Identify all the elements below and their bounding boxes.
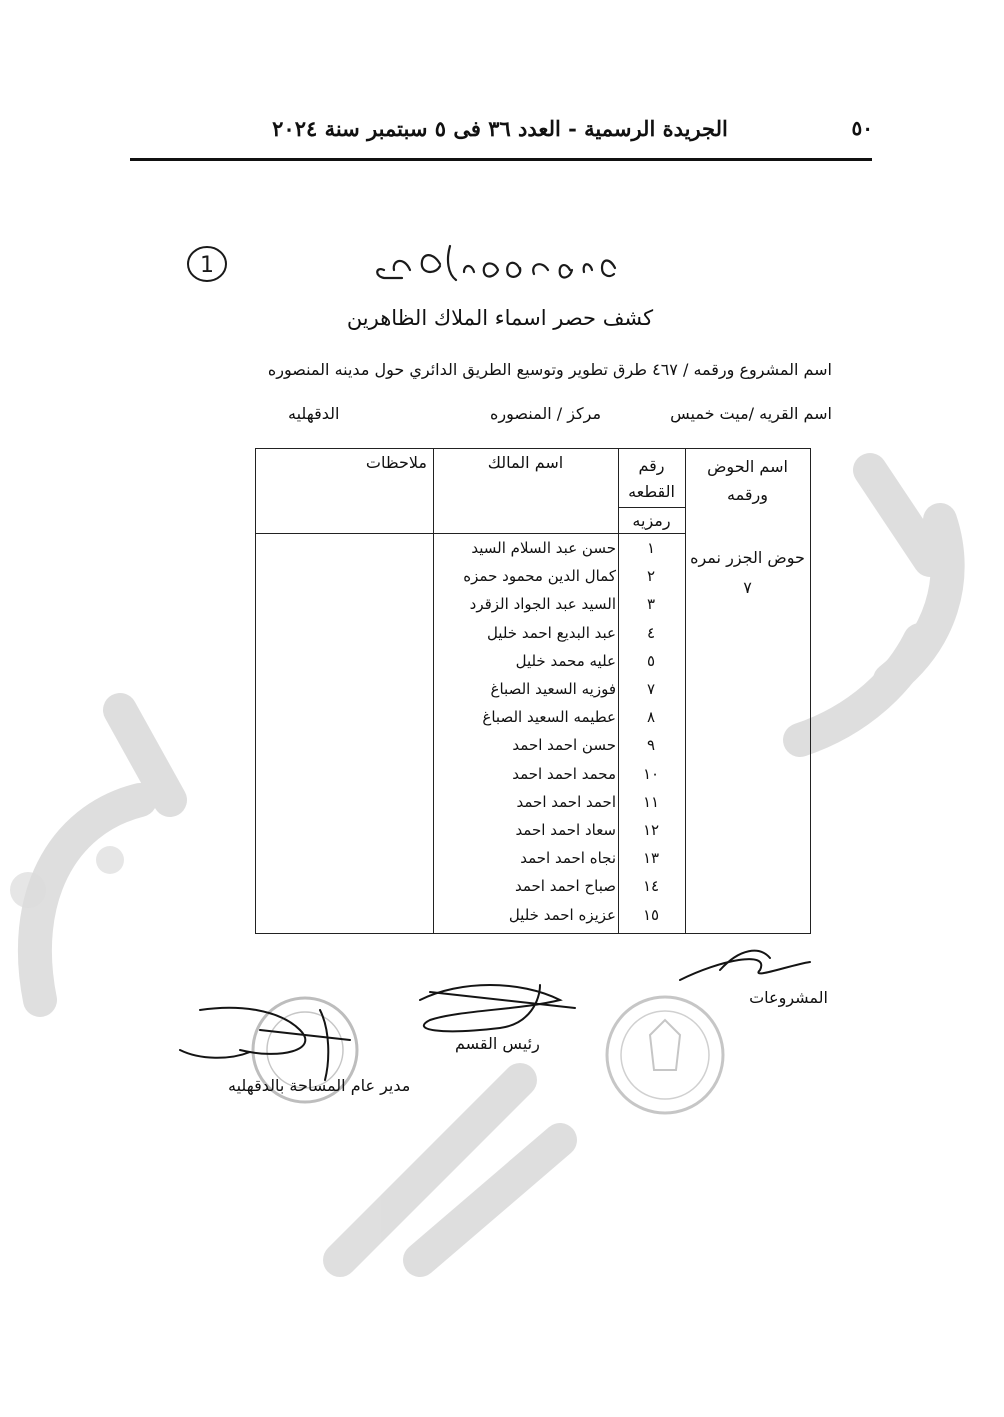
signature-projects-scribble [680,959,810,980]
plot-number-cell: ١١ [642,792,660,811]
circle-mark-icon [185,242,229,286]
owner-name-cell: عليه محمد خليل [515,651,616,670]
table-subheader-divider [618,507,685,508]
owner-name-cell: محمد احمد احمد [512,764,616,783]
basin-value: حوض الجزر نمره ٧ [690,548,805,597]
project-line: اسم المشروع ورقمه / ٤٦٧ طرق تطوير وتوسيع الطريق الدائري حول مدينه المنصوره [267,360,832,379]
table-header-divider [256,533,685,534]
page-number: ٥٠ [851,116,873,140]
owner-name-cell: حسن عبد السلام السيد [471,539,616,557]
owner-name-cell: السيد عبد الجواد الزقرد [469,595,616,614]
plot-number-cell: ٧ [646,680,656,698]
owner-name-cell: كمال الدين محمود حمزه [463,567,616,586]
plot-number-cell: ١٠ [642,764,660,783]
plot-number-cell: ١ [646,539,656,557]
markaz-label: مركز / المنصوره [490,404,602,423]
header-plot-number: رقم القطعه [628,456,675,501]
header-basin: اسم الحوض ورقمه [707,457,788,504]
owner-name-cell: صباح احمد احمد [514,877,616,896]
plot-number-cell: ٥ [646,651,656,670]
owner-name-cell: عزيزه احمد خليل [508,905,616,924]
document-title: كشف حصر اسماء الملاك الظاهرين [346,306,654,330]
signature-section-head-scribble [420,985,560,1031]
handwritten-reference-scribble [370,240,630,288]
signature-label-section-head: رئيس القسم [455,1034,540,1053]
owner-name-cell: نجاه احمد احمد [520,849,616,868]
signature-label-director: مدير عام المساحة بالدقهليه [228,1076,411,1095]
circled-number [185,242,229,286]
owners-table [255,448,811,934]
owner-name-cell: فوزيه السعيد الصباغ [490,680,616,698]
table-column-divider [433,449,434,933]
header-plot-code: رمزيه [632,511,671,530]
plot-number-cell: ٣ [646,595,656,614]
owner-name-cell: احمد احمد احمد [516,792,616,811]
plot-number-cell: ٨ [646,708,656,727]
plot-number-cell: ٤ [646,623,656,642]
header-notes: ملاحظات [365,453,427,472]
plot-number-cell: ١٥ [642,905,660,924]
owner-name-cell: عطيمه السعيد الصباغ [482,708,616,727]
signature-label-projects: المشروعات [749,988,828,1007]
plot-number-cell: ٩ [646,736,656,755]
plot-number-cell: ١٢ [642,821,660,839]
gazette-header [130,112,872,161]
owner-name-cell: عبد البديع احمد خليل [486,623,616,642]
official-stamp-right [607,997,723,1113]
owner-name-cell: حسن احمد احمد [512,736,616,755]
governorate-label: الدقهليه [288,404,340,423]
gazette-title: الجريدة الرسمية - العدد ٣٦ فى ٥ سبتمبر سنة ٢٠٢٤ [272,116,728,141]
plot-number-cell: ١٣ [642,849,660,868]
table-column-divider [685,449,686,933]
owner-name-cell: سعاد احمد احمد [515,821,616,839]
header-owner: اسم المالك [487,453,564,472]
circled-number-text: 1 [200,253,214,278]
village-label: اسم القريه /ميت خميس [670,404,832,423]
plot-number-cell: ١٤ [642,877,660,896]
plot-number-cell: ٢ [646,567,656,586]
